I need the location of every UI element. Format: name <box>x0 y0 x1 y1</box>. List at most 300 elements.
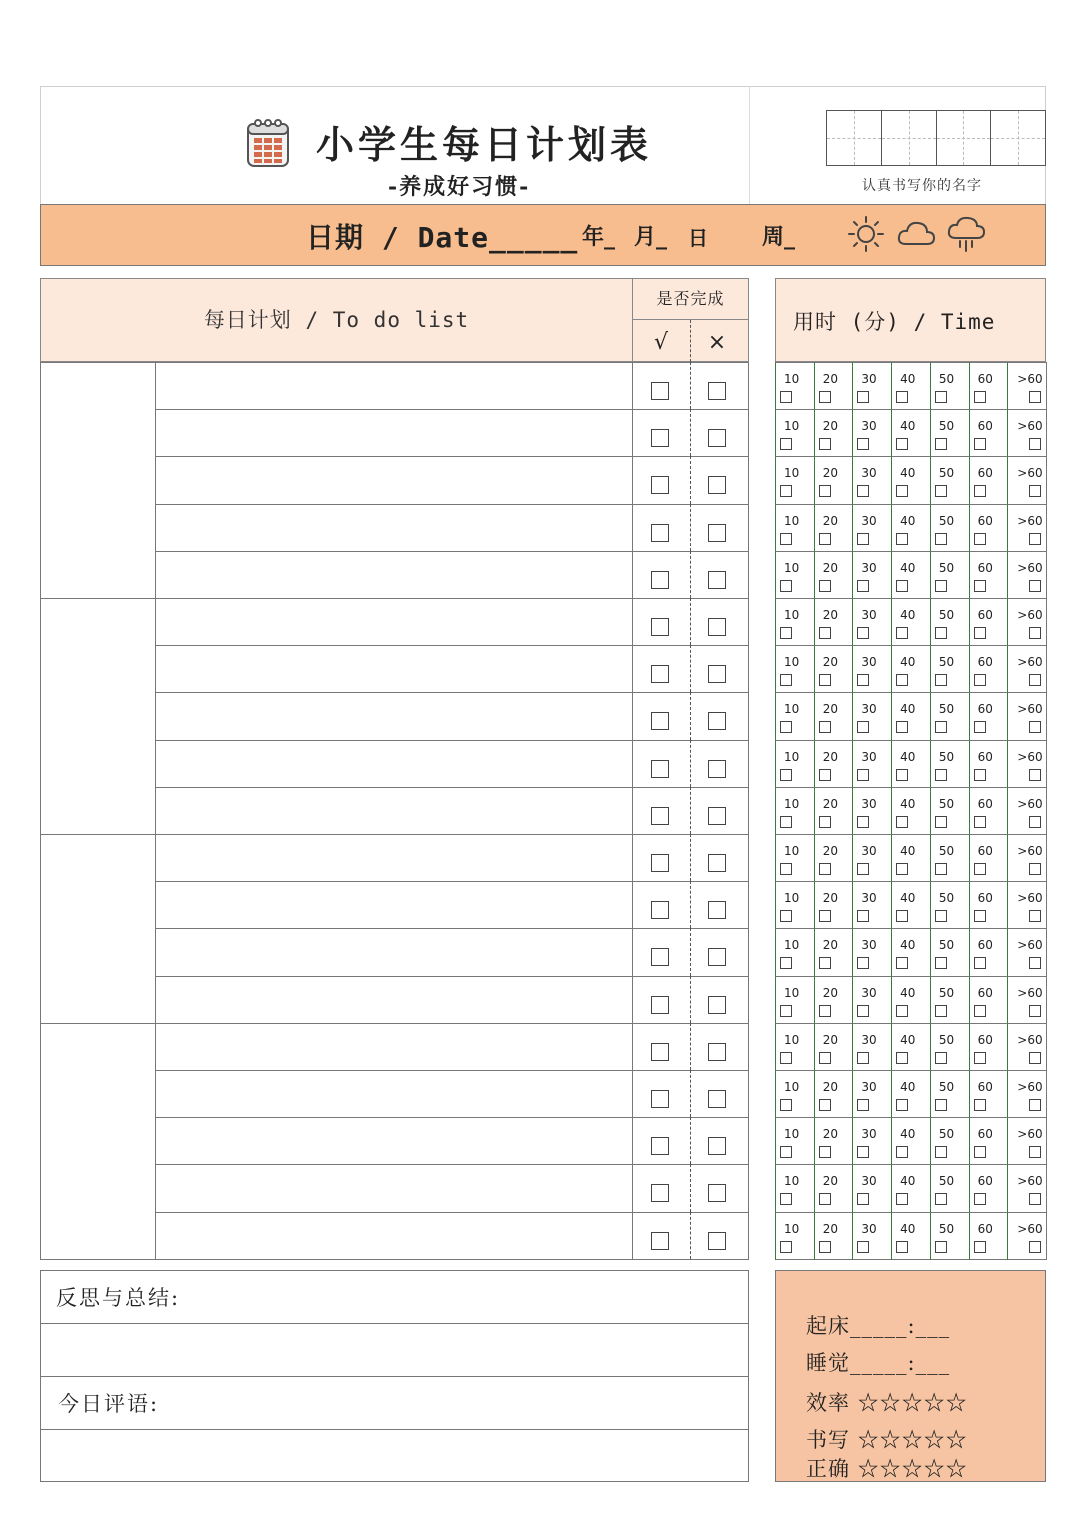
task-line[interactable] <box>155 551 633 599</box>
time-option-checkbox[interactable] <box>1029 769 1041 781</box>
time-option-checkbox[interactable] <box>896 1099 908 1111</box>
done-no-checkbox[interactable] <box>708 712 726 730</box>
time-option-checkbox[interactable] <box>780 1146 792 1158</box>
time-option-checkbox[interactable] <box>974 1241 986 1253</box>
time-option-label: 30 <box>861 513 877 528</box>
date-month[interactable]: 月_ <box>634 225 668 250</box>
time-option-checkbox[interactable] <box>1029 1241 1041 1253</box>
done-yes-checkbox[interactable] <box>651 429 669 447</box>
task-line[interactable] <box>155 834 633 882</box>
time-option-label: 40 <box>900 372 916 386</box>
done-no-checkbox[interactable] <box>708 996 726 1014</box>
time-option-checkbox[interactable] <box>780 1241 792 1253</box>
time-option-label: 10 <box>784 749 800 764</box>
time-option-checkbox[interactable] <box>896 627 908 639</box>
time-option-checkbox[interactable] <box>780 674 792 686</box>
time-option-label: >60 <box>1017 985 1043 1000</box>
time-option-label: 30 <box>861 891 877 906</box>
time-option-checkbox[interactable] <box>896 1146 908 1158</box>
time-option-checkbox[interactable] <box>1029 485 1041 497</box>
time-option-checkbox[interactable] <box>780 485 792 497</box>
time-option-checkbox[interactable] <box>1029 438 1041 450</box>
time-option-checkbox[interactable] <box>1029 391 1041 403</box>
done-yes-checkbox[interactable] <box>651 382 669 400</box>
accuracy-rating[interactable]: 正确 ☆☆☆☆☆ <box>806 1457 968 1481</box>
task-line[interactable] <box>155 740 633 788</box>
time-option-label: 60 <box>977 560 993 575</box>
reflection-label: 反思与总结: <box>56 1286 181 1310</box>
time-option-checkbox[interactable] <box>935 1241 947 1253</box>
time-option-label: 10 <box>784 513 800 528</box>
time-option-checkbox[interactable] <box>935 1146 947 1158</box>
reflection-line <box>40 1429 749 1430</box>
time-option-checkbox[interactable] <box>974 1146 986 1158</box>
time-option-checkbox[interactable] <box>857 1099 869 1111</box>
done-no-checkbox[interactable] <box>708 382 726 400</box>
done-yes-checkbox[interactable] <box>651 807 669 825</box>
time-option-checkbox[interactable] <box>896 863 908 875</box>
task-line[interactable] <box>155 504 633 552</box>
time-option-label: 20 <box>822 560 838 575</box>
time-option-checkbox[interactable] <box>935 674 947 686</box>
done-no-checkbox[interactable] <box>708 1232 726 1250</box>
category-cell[interactable] <box>40 834 156 1024</box>
done-no-checkbox[interactable] <box>708 618 726 636</box>
done-yes-checkbox[interactable] <box>651 948 669 966</box>
time-option-label: 40 <box>900 1174 916 1189</box>
time-option-checkbox[interactable] <box>1029 1005 1041 1017</box>
time-option-checkbox[interactable] <box>896 816 908 828</box>
time-header-label: 用时 (分) / Time <box>793 310 996 334</box>
name-cell[interactable] <box>937 111 992 165</box>
time-option-checkbox[interactable] <box>974 1099 986 1111</box>
time-option-label: 10 <box>784 985 800 1000</box>
time-option-checkbox[interactable] <box>857 674 869 686</box>
time-option-label: 40 <box>900 844 916 858</box>
time-option-checkbox[interactable] <box>819 1146 831 1158</box>
time-option-checkbox[interactable] <box>935 580 947 592</box>
time-option-label: 10 <box>784 1127 800 1142</box>
sleep-time[interactable]: 睡觉_____:___ <box>806 1351 951 1375</box>
done-divider <box>690 1023 691 1070</box>
time-option-checkbox[interactable] <box>935 627 947 639</box>
time-option-checkbox[interactable] <box>896 438 908 450</box>
time-option-checkbox[interactable] <box>819 580 831 592</box>
time-option-label: 60 <box>977 985 993 1000</box>
done-divider <box>690 881 691 928</box>
time-option-label: >60 <box>1017 1032 1043 1047</box>
task-line[interactable] <box>155 456 633 504</box>
time-option-label: 50 <box>938 372 955 386</box>
time-option-label: 20 <box>822 702 838 717</box>
done-yes-checkbox[interactable] <box>651 618 669 636</box>
done-no-checkbox[interactable] <box>708 760 726 778</box>
time-option-checkbox[interactable] <box>819 627 831 639</box>
time-option-label: 30 <box>861 1080 877 1094</box>
time-option-label: 50 <box>938 1174 955 1189</box>
done-no-checkbox[interactable] <box>708 524 726 542</box>
time-option-checkbox[interactable] <box>974 485 986 497</box>
time-option-label: 10 <box>784 1032 800 1047</box>
date-label[interactable]: 日期 / Date_____ <box>306 221 579 254</box>
time-option-label: 30 <box>861 419 877 434</box>
time-option-label: 60 <box>977 1174 993 1189</box>
task-line[interactable] <box>155 1117 633 1165</box>
time-option-label: 50 <box>938 560 955 575</box>
time-option-label: >60 <box>1017 513 1043 528</box>
time-option-label: 30 <box>861 1174 877 1189</box>
reflection-line <box>40 1323 749 1324</box>
time-option-label: 60 <box>977 938 993 953</box>
date-day[interactable]: 日 <box>688 226 708 250</box>
time-option-checkbox[interactable] <box>857 910 869 922</box>
time-option-checkbox[interactable] <box>974 1005 986 1017</box>
time-option-checkbox[interactable] <box>896 533 908 545</box>
wake-time[interactable]: 起床_____:___ <box>806 1314 951 1338</box>
time-option-checkbox[interactable] <box>935 1193 947 1205</box>
time-option-checkbox[interactable] <box>1029 580 1041 592</box>
time-option-checkbox[interactable] <box>819 1005 831 1017</box>
time-option-label: 10 <box>784 891 800 906</box>
done-yes-checkbox[interactable] <box>651 1090 669 1108</box>
time-option-checkbox[interactable] <box>857 627 869 639</box>
time-option-checkbox[interactable] <box>896 485 908 497</box>
time-option-checkbox[interactable] <box>896 674 908 686</box>
time-option-label: >60 <box>1017 1221 1043 1236</box>
name-hint: 认真书写你的名字 <box>862 178 982 194</box>
time-option-checkbox[interactable] <box>819 863 831 875</box>
time-option-checkbox[interactable] <box>857 391 869 403</box>
time-option-checkbox[interactable] <box>819 816 831 828</box>
time-option-label: 40 <box>900 796 916 811</box>
time-option-checkbox[interactable] <box>780 533 792 545</box>
time-option-checkbox[interactable] <box>857 957 869 969</box>
time-option-checkbox[interactable] <box>896 1005 908 1017</box>
time-option-label: 50 <box>938 796 955 811</box>
task-line[interactable] <box>155 976 633 1024</box>
time-option-checkbox[interactable] <box>1029 1099 1041 1111</box>
time-option-checkbox[interactable] <box>935 438 947 450</box>
time-option-checkbox[interactable] <box>819 485 831 497</box>
time-option-label: 10 <box>784 702 800 717</box>
time-option-checkbox[interactable] <box>974 863 986 875</box>
time-option-checkbox[interactable] <box>896 769 908 781</box>
time-option-checkbox[interactable] <box>935 863 947 875</box>
time-option-checkbox[interactable] <box>780 721 792 733</box>
category-cell[interactable] <box>40 598 156 835</box>
time-option-label: 20 <box>822 1221 838 1236</box>
time-option-checkbox[interactable] <box>1029 816 1041 828</box>
time-option-label: 30 <box>861 702 877 717</box>
task-line[interactable] <box>155 1164 633 1212</box>
task-line[interactable] <box>155 881 633 929</box>
done-no-checkbox[interactable] <box>708 1043 726 1061</box>
done-no-checkbox[interactable] <box>708 665 726 683</box>
done-yes-checkbox[interactable] <box>651 760 669 778</box>
time-option-label: 40 <box>900 560 916 575</box>
date-year[interactable]: 年_ <box>582 225 616 250</box>
time-option-checkbox[interactable] <box>780 580 792 592</box>
time-option-checkbox[interactable] <box>857 580 869 592</box>
time-option-checkbox[interactable] <box>819 674 831 686</box>
time-option-checkbox[interactable] <box>819 438 831 450</box>
task-line[interactable] <box>155 787 633 835</box>
done-no-checkbox[interactable] <box>708 807 726 825</box>
done-yes-checkbox[interactable] <box>651 524 669 542</box>
done-no-checkbox[interactable] <box>708 476 726 494</box>
time-option-checkbox[interactable] <box>896 580 908 592</box>
time-option-checkbox[interactable] <box>819 721 831 733</box>
time-option-checkbox[interactable] <box>1029 627 1041 639</box>
done-yes-checkbox[interactable] <box>651 476 669 494</box>
time-option-label: 60 <box>977 608 993 622</box>
time-option-checkbox[interactable] <box>857 1052 869 1064</box>
time-option-checkbox[interactable] <box>857 769 869 781</box>
time-option-checkbox[interactable] <box>935 485 947 497</box>
time-option-checkbox[interactable] <box>974 910 986 922</box>
time-option-label: >60 <box>1017 1080 1043 1094</box>
time-option-checkbox[interactable] <box>974 769 986 781</box>
time-option-label: 10 <box>784 1221 800 1236</box>
category-cell[interactable] <box>40 1023 156 1260</box>
task-line[interactable] <box>155 409 633 457</box>
task-line[interactable] <box>155 928 633 976</box>
time-option-checkbox[interactable] <box>935 533 947 545</box>
time-option-checkbox[interactable] <box>857 863 869 875</box>
time-option-checkbox[interactable] <box>780 1052 792 1064</box>
time-option-checkbox[interactable] <box>896 910 908 922</box>
time-option-checkbox[interactable] <box>974 580 986 592</box>
time-option-label: 60 <box>977 372 993 386</box>
done-divider <box>690 320 691 362</box>
time-option-label: 20 <box>822 796 838 811</box>
time-option-checkbox[interactable] <box>1029 533 1041 545</box>
time-option-checkbox[interactable] <box>780 1099 792 1111</box>
time-option-label: 30 <box>861 1221 877 1236</box>
time-option-checkbox[interactable] <box>935 391 947 403</box>
done-no-label: × <box>707 330 727 355</box>
category-cell[interactable] <box>40 362 156 599</box>
time-option-checkbox[interactable] <box>974 816 986 828</box>
time-option-label: 10 <box>784 655 800 670</box>
done-divider <box>690 456 691 503</box>
time-option-checkbox[interactable] <box>935 957 947 969</box>
time-option-checkbox[interactable] <box>974 627 986 639</box>
time-option-checkbox[interactable] <box>857 1193 869 1205</box>
rain-icon[interactable] <box>946 214 986 254</box>
time-option-checkbox[interactable] <box>1029 721 1041 733</box>
done-divider <box>690 834 691 881</box>
done-yes-checkbox[interactable] <box>651 1137 669 1155</box>
time-option-checkbox[interactable] <box>819 533 831 545</box>
time-option-checkbox[interactable] <box>819 1099 831 1111</box>
done-yes-checkbox[interactable] <box>651 1232 669 1250</box>
time-option-checkbox[interactable] <box>780 1005 792 1017</box>
page-title: 小学生每日计划表 <box>316 122 653 167</box>
time-option-checkbox[interactable] <box>857 1005 869 1017</box>
time-option-checkbox[interactable] <box>935 721 947 733</box>
time-option-checkbox[interactable] <box>974 674 986 686</box>
done-header-label: 是否完成 <box>656 289 725 308</box>
time-option-checkbox[interactable] <box>780 769 792 781</box>
time-option-label: 40 <box>900 1127 916 1142</box>
done-yes-checkbox[interactable] <box>651 901 669 919</box>
time-option-label: 20 <box>822 1032 838 1047</box>
done-divider <box>690 692 691 739</box>
time-option-label: 60 <box>977 1032 993 1047</box>
time-option-label: 30 <box>861 560 877 575</box>
time-option-checkbox[interactable] <box>857 1241 869 1253</box>
calendar-icon <box>246 118 290 168</box>
todo-header-label: 每日计划 / To do list <box>203 308 470 332</box>
time-option-label: >60 <box>1017 796 1043 811</box>
done-yes-checkbox[interactable] <box>651 996 669 1014</box>
time-option-label: 20 <box>822 1174 838 1189</box>
time-option-label: 40 <box>900 938 916 953</box>
time-option-label: 20 <box>822 1127 838 1142</box>
done-divider <box>690 1117 691 1164</box>
time-option-checkbox[interactable] <box>780 1193 792 1205</box>
time-option-checkbox[interactable] <box>780 910 792 922</box>
time-option-checkbox[interactable] <box>974 957 986 969</box>
time-option-checkbox[interactable] <box>1029 1193 1041 1205</box>
done-yes-checkbox[interactable] <box>651 665 669 683</box>
time-option-label: 60 <box>977 513 993 528</box>
time-option-checkbox[interactable] <box>974 721 986 733</box>
name-cell[interactable] <box>991 111 1045 165</box>
done-divider <box>690 551 691 598</box>
time-option-checkbox[interactable] <box>780 438 792 450</box>
done-yes-checkbox[interactable] <box>651 571 669 589</box>
time-option-checkbox[interactable] <box>780 863 792 875</box>
time-option-checkbox[interactable] <box>1029 1052 1041 1064</box>
time-option-checkbox[interactable] <box>819 957 831 969</box>
name-cell[interactable] <box>827 111 882 165</box>
time-option-label: 40 <box>900 466 916 481</box>
time-option-label: 10 <box>784 560 800 575</box>
time-option-checkbox[interactable] <box>819 1241 831 1253</box>
time-option-label: 60 <box>977 796 993 811</box>
done-no-checkbox[interactable] <box>708 948 726 966</box>
time-option-checkbox[interactable] <box>1029 863 1041 875</box>
done-no-checkbox[interactable] <box>708 571 726 589</box>
done-yes-checkbox[interactable] <box>651 1184 669 1202</box>
done-no-checkbox[interactable] <box>708 429 726 447</box>
task-line[interactable] <box>155 362 633 410</box>
done-yes-checkbox[interactable] <box>651 1043 669 1061</box>
time-option-label: 30 <box>861 466 877 481</box>
done-yes-checkbox[interactable] <box>651 712 669 730</box>
cloud-icon[interactable] <box>896 214 936 254</box>
time-option-checkbox[interactable] <box>974 438 986 450</box>
time-option-checkbox[interactable] <box>974 533 986 545</box>
sun-icon[interactable] <box>846 214 886 254</box>
time-option-checkbox[interactable] <box>857 533 869 545</box>
time-option-checkbox[interactable] <box>935 816 947 828</box>
time-option-checkbox[interactable] <box>1029 674 1041 686</box>
name-writing-grid[interactable] <box>826 110 1046 166</box>
time-option-checkbox[interactable] <box>857 721 869 733</box>
time-option-label: 40 <box>900 608 916 622</box>
time-option-checkbox[interactable] <box>935 1099 947 1111</box>
time-option-checkbox[interactable] <box>780 957 792 969</box>
time-option-checkbox[interactable] <box>819 1052 831 1064</box>
time-option-label: 10 <box>784 419 800 434</box>
time-option-label: 20 <box>822 891 838 906</box>
time-option-label: 20 <box>822 419 838 434</box>
time-option-checkbox[interactable] <box>819 910 831 922</box>
time-option-checkbox[interactable] <box>974 1193 986 1205</box>
time-option-label: >60 <box>1017 1127 1043 1142</box>
time-option-checkbox[interactable] <box>857 1146 869 1158</box>
done-no-checkbox[interactable] <box>708 901 726 919</box>
date-week[interactable]: 周_ <box>762 225 796 250</box>
time-option-checkbox[interactable] <box>857 438 869 450</box>
time-option-checkbox[interactable] <box>896 721 908 733</box>
time-option-checkbox[interactable] <box>780 391 792 403</box>
time-option-checkbox[interactable] <box>780 627 792 639</box>
time-option-label: 30 <box>861 938 877 953</box>
time-option-checkbox[interactable] <box>896 1052 908 1064</box>
done-no-checkbox[interactable] <box>708 854 726 872</box>
time-option-checkbox[interactable] <box>1029 910 1041 922</box>
done-no-checkbox[interactable] <box>708 1137 726 1155</box>
time-option-checkbox[interactable] <box>819 769 831 781</box>
time-option-checkbox[interactable] <box>896 957 908 969</box>
done-yes-checkbox[interactable] <box>651 854 669 872</box>
done-no-checkbox[interactable] <box>708 1090 726 1108</box>
time-option-checkbox[interactable] <box>935 910 947 922</box>
time-option-checkbox[interactable] <box>896 1193 908 1205</box>
time-option-label: 50 <box>938 513 955 528</box>
time-option-label: >60 <box>1017 655 1043 670</box>
time-option-checkbox[interactable] <box>974 391 986 403</box>
time-option-checkbox[interactable] <box>819 391 831 403</box>
time-option-label: 10 <box>784 1080 800 1094</box>
task-line[interactable] <box>155 1212 633 1260</box>
task-line[interactable] <box>155 645 633 693</box>
time-option-checkbox[interactable] <box>896 391 908 403</box>
time-option-checkbox[interactable] <box>1029 957 1041 969</box>
time-option-checkbox[interactable] <box>935 769 947 781</box>
done-no-checkbox[interactable] <box>708 1184 726 1202</box>
time-option-checkbox[interactable] <box>857 485 869 497</box>
time-option-checkbox[interactable] <box>1029 1146 1041 1158</box>
time-option-checkbox[interactable] <box>935 1052 947 1064</box>
time-option-label: >60 <box>1017 608 1043 622</box>
time-option-label: 30 <box>861 1127 877 1142</box>
time-option-checkbox[interactable] <box>780 816 792 828</box>
task-line[interactable] <box>155 692 633 740</box>
time-option-checkbox[interactable] <box>857 816 869 828</box>
time-option-label: 60 <box>977 655 993 670</box>
time-option-checkbox[interactable] <box>935 1005 947 1017</box>
time-option-checkbox[interactable] <box>819 1193 831 1205</box>
time-option-label: 20 <box>822 1080 838 1094</box>
time-option-checkbox[interactable] <box>974 1052 986 1064</box>
time-option-label: 40 <box>900 749 916 764</box>
time-option-checkbox[interactable] <box>896 1241 908 1253</box>
writing-rating[interactable]: 书写 ☆☆☆☆☆ <box>806 1428 968 1452</box>
name-cell[interactable] <box>882 111 937 165</box>
efficiency-rating[interactable]: 效率 ☆☆☆☆☆ <box>806 1391 968 1415</box>
task-line[interactable] <box>155 1023 633 1071</box>
time-option-label: 60 <box>977 891 993 906</box>
task-line[interactable] <box>155 598 633 646</box>
time-option-label: 10 <box>784 938 800 953</box>
task-line[interactable] <box>155 1070 633 1118</box>
done-divider <box>690 1070 691 1117</box>
